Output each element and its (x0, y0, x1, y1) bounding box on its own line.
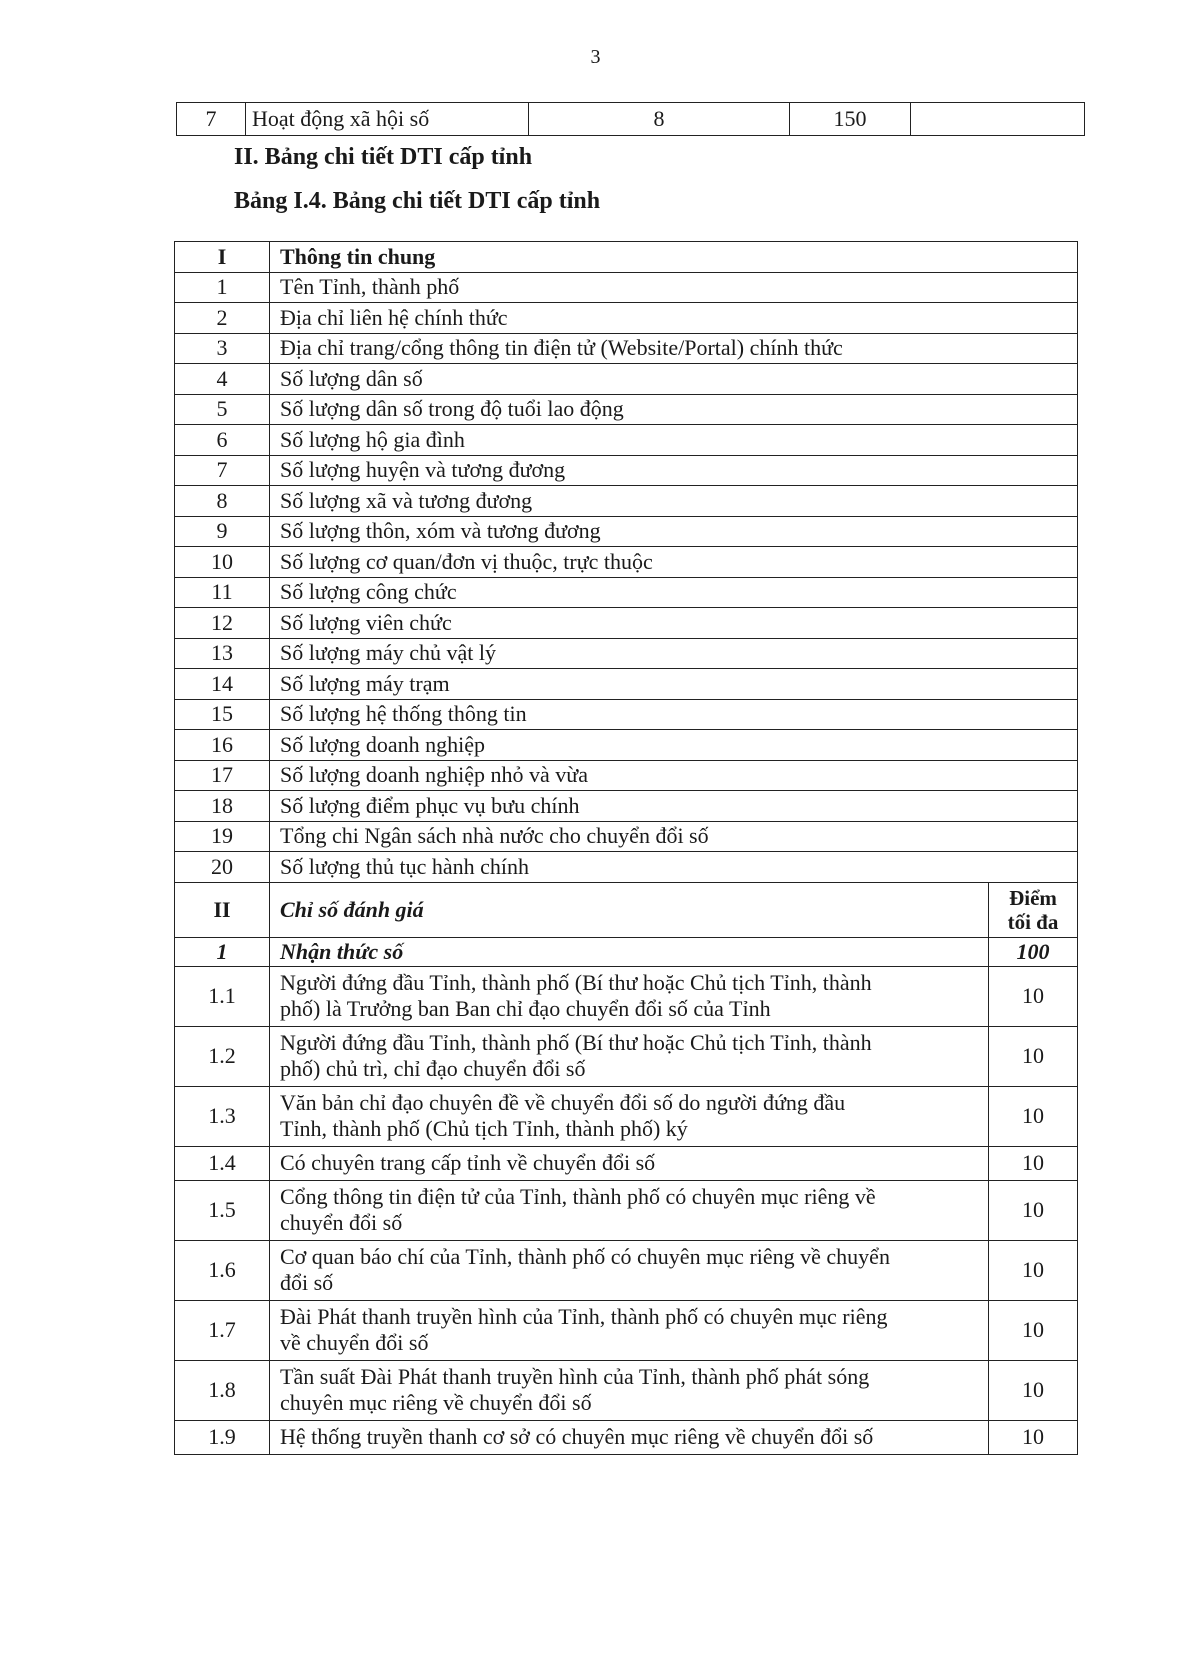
row-index: 9 (175, 516, 270, 547)
row-value-2: 150 (790, 103, 911, 136)
table-row (175, 486, 1078, 517)
table-row (175, 1026, 1078, 1086)
group-index: 1 (175, 937, 270, 966)
row-index: 7 (175, 455, 270, 486)
row-label: Địa chỉ liên hệ chính thức (270, 303, 1078, 334)
table-row (175, 333, 1078, 364)
criterion-line-1: Đài Phát thanh truyền hình của Tỉnh, thành phố có chuyên mục riêng (280, 1304, 888, 1329)
criterion-line-1: Cơ quan báo chí của Tỉnh, thành phố có chuyên mục riêng về chuyển (280, 1244, 890, 1269)
row-index: 20 (175, 852, 270, 883)
row-value-3 (911, 103, 1085, 136)
criterion-line-2: chuyên mục riêng về chuyển đổi số (280, 1390, 592, 1415)
row-label: Số lượng hệ thống thông tin (270, 699, 1078, 730)
general-header-row (175, 242, 1078, 273)
row-index: 17 (175, 760, 270, 791)
table-row (175, 272, 1078, 303)
row-index: 5 (175, 394, 270, 425)
row-label: Số lượng điểm phục vụ bưu chính (270, 791, 1078, 822)
criterion-line-1: Tần suất Đài Phát thanh truyền hình của Tỉnh, thành phố phát sóng (280, 1364, 870, 1389)
row-index: 1.8 (175, 1360, 270, 1420)
row-label: Số lượng viên chức (270, 608, 1078, 639)
row-max-score: 10 (989, 1360, 1078, 1420)
row-criterion (270, 966, 989, 1026)
row-criterion (270, 1146, 989, 1180)
table-row (175, 394, 1078, 425)
row-index: 11 (175, 577, 270, 608)
general-index: I (175, 242, 270, 273)
row-label: Số lượng thôn, xóm và tương đương (270, 516, 1078, 547)
row-index: 1.6 (175, 1240, 270, 1300)
table-row (175, 1420, 1078, 1454)
group-score: 100 (989, 937, 1078, 966)
criterion-line-1: Người đứng đầu Tỉnh, thành phố (Bí thư hoặc Chủ tịch Tỉnh, thành (280, 970, 872, 995)
table-row (175, 516, 1078, 547)
table-row (175, 1360, 1078, 1420)
row-label: Số lượng máy chủ vật lý (270, 638, 1078, 669)
row-criterion (270, 1240, 989, 1300)
row-index: 1.4 (175, 1146, 270, 1180)
row-criterion (270, 1086, 989, 1146)
table-row (175, 303, 1078, 334)
row-index: 2 (175, 303, 270, 334)
table-row (175, 1086, 1078, 1146)
row-label: Số lượng doanh nghiệp (270, 730, 1078, 761)
row-label: Số lượng doanh nghiệp nhỏ và vừa (270, 760, 1078, 791)
table-row (177, 103, 1085, 136)
row-max-score: 10 (989, 1180, 1078, 1240)
row-index: 10 (175, 547, 270, 578)
row-index: 1.7 (175, 1300, 270, 1360)
group-row (175, 937, 1078, 966)
row-label: Số lượng dân số (270, 364, 1078, 395)
row-index: 16 (175, 730, 270, 761)
criterion-line-1: Có chuyên trang cấp tỉnh về chuyển đổi số (280, 1150, 656, 1175)
row-index: 6 (175, 425, 270, 456)
row-index: 1.5 (175, 1180, 270, 1240)
table-row (175, 455, 1078, 486)
row-index: 1.2 (175, 1026, 270, 1086)
row-label: Tổng chi Ngân sách nhà nước cho chuyển đổi số (270, 821, 1078, 852)
row-index: 1 (175, 272, 270, 303)
table-row (175, 760, 1078, 791)
table-row (175, 364, 1078, 395)
row-index: 12 (175, 608, 270, 639)
group-title: Nhận thức số (270, 937, 989, 966)
row-index: 7 (177, 103, 246, 136)
table-title: Bảng I.4. Bảng chi tiết DTI cấp tỉnh (234, 188, 601, 214)
criterion-line-1: Người đứng đầu Tỉnh, thành phố (Bí thư hoặc Chủ tịch Tỉnh, thành (280, 1030, 872, 1055)
row-max-score: 10 (989, 1300, 1078, 1360)
table-row (175, 699, 1078, 730)
row-name: Hoạt động xã hội số (246, 103, 529, 136)
row-label: Số lượng máy trạm (270, 669, 1078, 700)
row-criterion (270, 1360, 989, 1420)
indicators-index: II (175, 882, 270, 937)
row-label: Số lượng thủ tục hành chính (270, 852, 1078, 883)
table-row (175, 669, 1078, 700)
row-index: 1.3 (175, 1086, 270, 1146)
row-label: Tên Tỉnh, thành phố (270, 272, 1078, 303)
row-label: Số lượng cơ quan/đơn vị thuộc, trực thuộc (270, 547, 1078, 578)
criterion-line-1: Hệ thống truyền thanh cơ sở có chuyên mục riêng về chuyển đổi số (280, 1424, 874, 1449)
score-header (989, 882, 1078, 937)
row-label: Số lượng công chức (270, 577, 1078, 608)
row-max-score: 10 (989, 1420, 1078, 1454)
table-row (175, 1146, 1078, 1180)
row-max-score: 10 (989, 1086, 1078, 1146)
row-max-score: 10 (989, 1146, 1078, 1180)
table-row (175, 638, 1078, 669)
criterion-line-2: phố) là Trưởng ban Ban chỉ đạo chuyển đổi số của Tỉnh (280, 996, 771, 1021)
table-row (175, 852, 1078, 883)
table-row (175, 1240, 1078, 1300)
previous-table-last-row (176, 102, 1085, 136)
row-max-score: 10 (989, 1240, 1078, 1300)
criterion-line-2: Tỉnh, thành phố (Chủ tịch Tỉnh, thành phố) ký (280, 1116, 688, 1141)
score-header-line-1: Điểm (1009, 885, 1057, 910)
row-label: Địa chỉ trang/cổng thông tin điện tử (Website/Portal) chính thức (270, 333, 1078, 364)
row-index: 15 (175, 699, 270, 730)
criterion-line-1: Cổng thông tin điện tử của Tỉnh, thành phố có chuyên mục riêng về (280, 1184, 876, 1209)
row-index: 19 (175, 821, 270, 852)
row-index: 13 (175, 638, 270, 669)
row-index: 1.9 (175, 1420, 270, 1454)
table-row (175, 821, 1078, 852)
table-row (175, 966, 1078, 1026)
row-index: 4 (175, 364, 270, 395)
row-index: 18 (175, 791, 270, 822)
score-header-line-2: tối đa (1007, 909, 1059, 934)
row-index: 1.1 (175, 966, 270, 1026)
row-criterion (270, 1300, 989, 1360)
table-row (175, 425, 1078, 456)
row-max-score: 10 (989, 966, 1078, 1026)
criterion-line-1: Văn bản chỉ đạo chuyên đề về chuyển đổi số do người đứng đầu (280, 1090, 846, 1115)
row-index: 14 (175, 669, 270, 700)
row-label: Số lượng dân số trong độ tuổi lao động (270, 394, 1078, 425)
table-row (175, 791, 1078, 822)
table-row (175, 577, 1078, 608)
dti-detail-table (174, 241, 1078, 1455)
row-value-1: 8 (529, 103, 790, 136)
row-criterion (270, 1420, 989, 1454)
page-number: 3 (590, 46, 601, 68)
row-label: Số lượng xã và tương đương (270, 486, 1078, 517)
section-title: II. Bảng chi tiết DTI cấp tỉnh (234, 144, 533, 170)
row-index: 8 (175, 486, 270, 517)
row-criterion (270, 1026, 989, 1086)
criterion-line-2: về chuyển đổi số (280, 1330, 429, 1355)
row-label: Số lượng huyện và tương đương (270, 455, 1078, 486)
table-row (175, 1300, 1078, 1360)
indicators-header-row (175, 882, 1078, 937)
general-title: Thông tin chung (270, 242, 1078, 273)
table-row (175, 608, 1078, 639)
table-row (175, 547, 1078, 578)
criterion-line-2: đổi số (280, 1270, 334, 1295)
criterion-line-2: phố) chủ trì, chỉ đạo chuyển đổi số (280, 1056, 586, 1081)
indicators-title: Chỉ số đánh giá (270, 882, 989, 937)
row-label: Số lượng hộ gia đình (270, 425, 1078, 456)
row-criterion (270, 1180, 989, 1240)
row-max-score: 10 (989, 1026, 1078, 1086)
table-row (175, 1180, 1078, 1240)
table-row (175, 730, 1078, 761)
row-index: 3 (175, 333, 270, 364)
criterion-line-2: chuyển đổi số (280, 1210, 403, 1235)
